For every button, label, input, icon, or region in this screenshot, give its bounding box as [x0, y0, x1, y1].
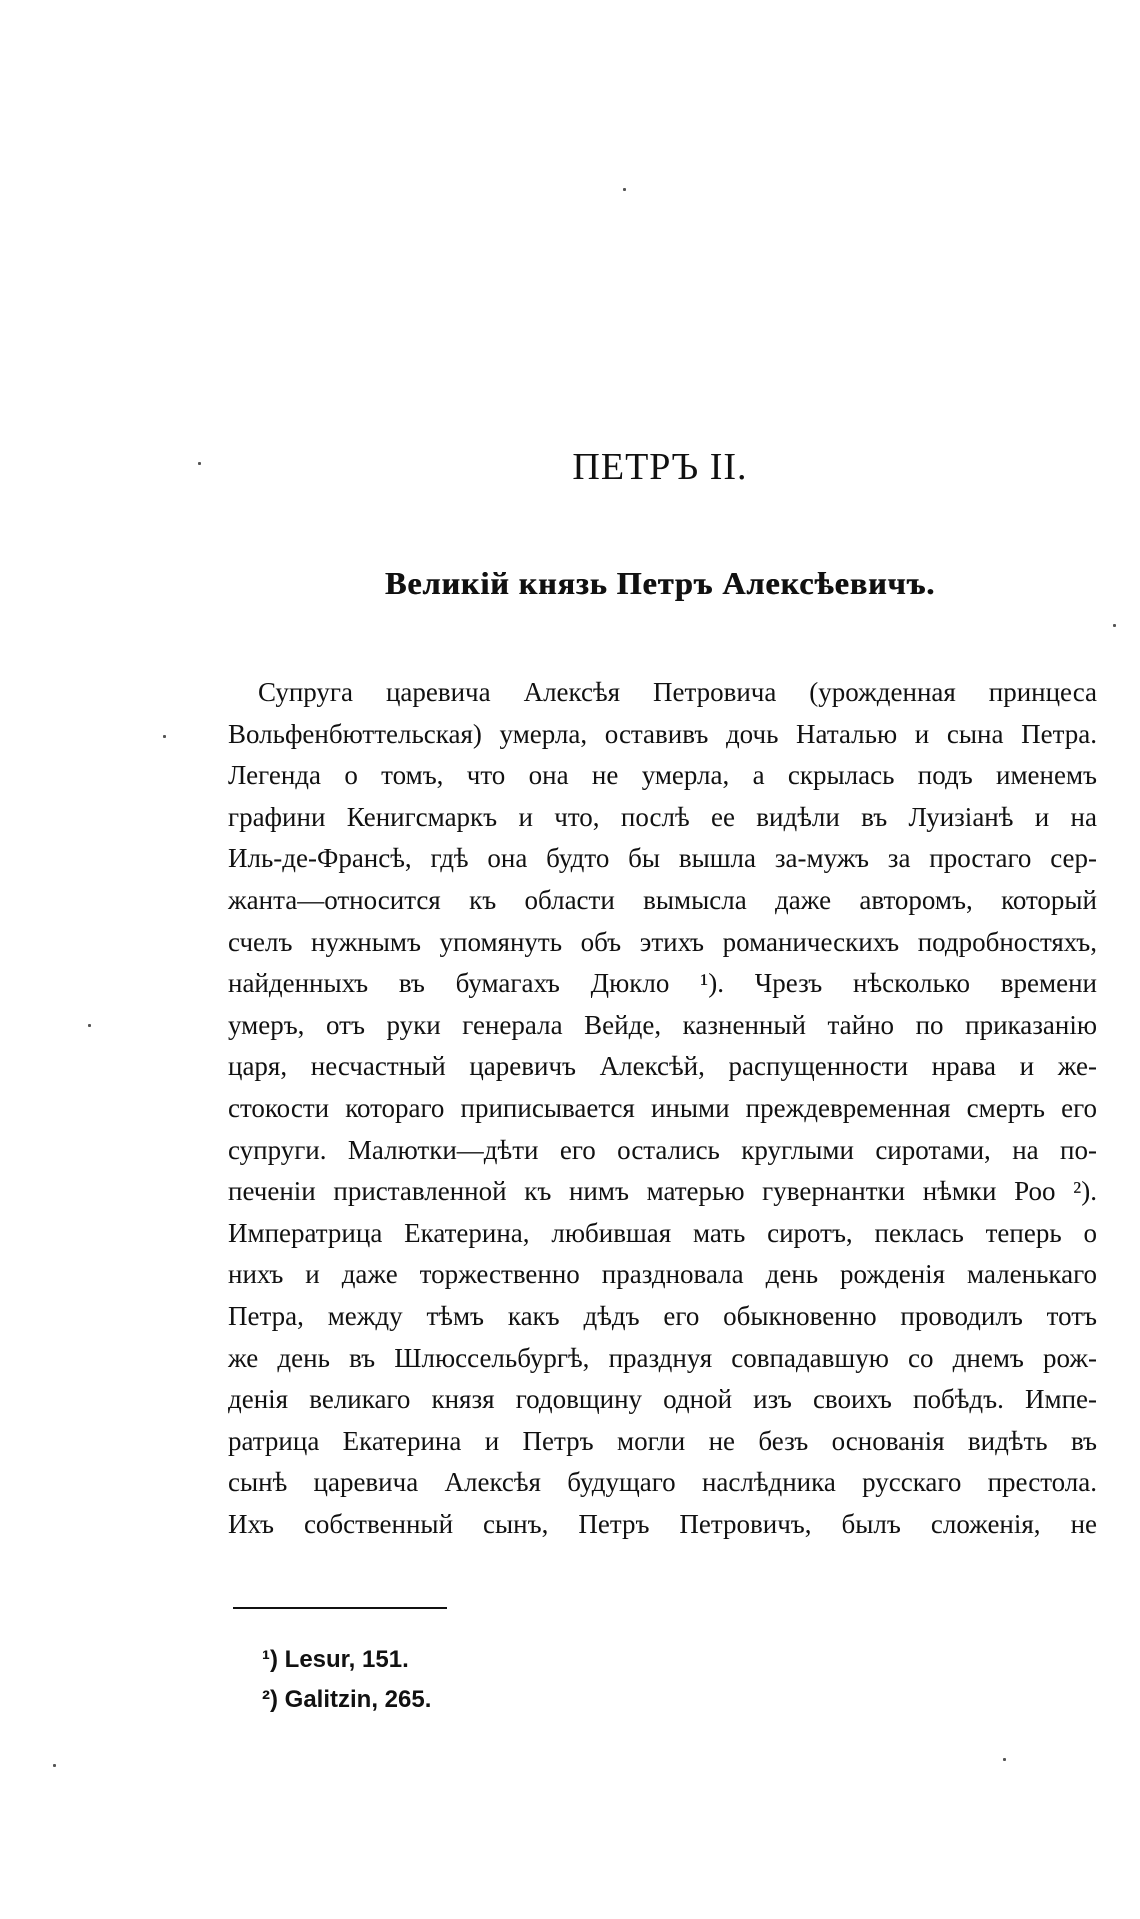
- text-line: счелъ нужнымъ упомянуть объ этихъ романическихъ подробностяхъ,: [228, 926, 1097, 957]
- footnote: ²) Galitzin, 265.: [262, 1686, 432, 1713]
- text-line: Императрица Екатерина, любившая мать сиротъ, пеклась теперь о: [228, 1217, 1097, 1248]
- scan-speck: [198, 462, 201, 465]
- scan-speck: [623, 188, 626, 191]
- text-line: Легенда о томъ, что она не умерла, а скрылась подъ именемъ: [228, 760, 1097, 791]
- text-line: сынѣ царевича Алексѣя будущаго наслѣдника русскаго престола.: [228, 1467, 1097, 1498]
- text-line: нихъ и даже торжественно праздновала день рожденія маленькаго: [228, 1259, 1097, 1290]
- scan-speck: [53, 1764, 56, 1767]
- text-line: ратрица Екатерина и Петръ могли не безъ основанія видѣть въ: [228, 1425, 1097, 1456]
- text-line: денія великаго князя годовщину одной изъ своихъ побѣдъ. Импе-: [228, 1384, 1097, 1415]
- text-line: Петра, между тѣмъ какъ дѣдъ его обыкновенно проводилъ тотъ: [228, 1300, 1097, 1331]
- text-line: найденныхъ въ бумагахъ Дюкло ¹). Чрезъ нѣсколько времени: [228, 968, 1097, 999]
- page-title: ПЕТРЪ II.: [572, 446, 748, 488]
- scan-speck: [88, 1024, 91, 1027]
- text-line: печеніи приставленной къ нимъ матерью гувернантки нѣмки Роо ²).: [228, 1176, 1097, 1207]
- text-line: графини Кенигсмаркъ и что, послѣ ее видѣли въ Луизіанѣ и на: [228, 801, 1097, 832]
- text-line: жанта—относится къ области вымысла даже авторомъ, который: [228, 884, 1097, 915]
- footnote-divider: [233, 1607, 447, 1609]
- footnote: ¹) Lesur, 151.: [262, 1646, 409, 1673]
- text-line: Вольфенбюттельская) умерла, оставивъ дочь Наталью и сына Петра.: [228, 718, 1097, 749]
- scan-speck: [1113, 624, 1116, 627]
- text-line: Иль-де-Франсѣ, гдѣ она будто бы вышла за-мужъ за простаго сер-: [228, 843, 1097, 874]
- text-line: же день въ Шлюссельбургѣ, празднуя совпадавшую со днемъ рож-: [228, 1342, 1097, 1373]
- footnotes: [262, 1640, 431, 1720]
- text-line: Супруга царевича Алексѣя Петровича (урожденная принцеса: [258, 677, 1097, 707]
- text-line: Ихъ собственный сынъ, Петръ Петровичъ, былъ сложенія, не: [228, 1508, 1097, 1539]
- text-line: стокости котораго приписывается иными преждевременная смерть его: [228, 1092, 1097, 1123]
- body-text: [228, 672, 1097, 1545]
- chapter-subtitle: Великій князь Петръ Алексѣевичъ.: [384, 565, 936, 601]
- text-line: супруги. Малютки—дѣти его остались круглыми сиротами, на по-: [228, 1134, 1097, 1165]
- text-line: царя, несчастный царевичъ Алексѣй, распущенности нрава и же-: [228, 1051, 1097, 1082]
- scan-speck: [1003, 1758, 1006, 1761]
- text-line: умеръ, отъ руки генерала Вейде, казненный тайно по приказанію: [228, 1009, 1097, 1040]
- scan-speck: [163, 735, 166, 738]
